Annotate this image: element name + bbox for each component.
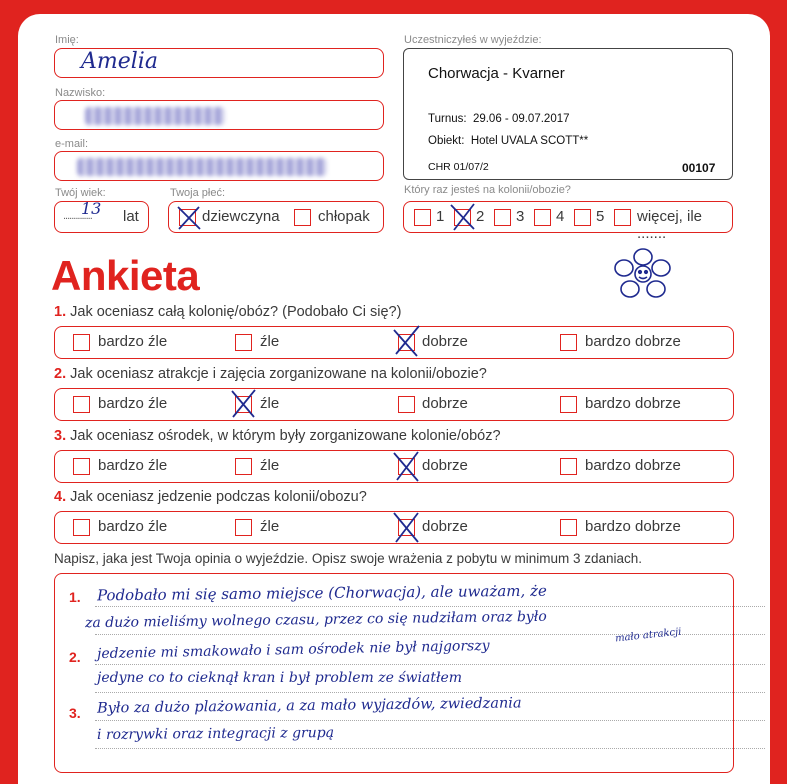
gender-option-dziewczyna: dziewczyna [202, 208, 280, 225]
opinion-box[interactable] [54, 573, 734, 773]
question-text: Jak oceniasz jedzenie podczas kolonii/obozu? [70, 489, 367, 505]
writing-line [95, 606, 765, 607]
email-label: e-mail: [55, 138, 89, 150]
age-unit: lat [123, 208, 139, 225]
which-time-option-1: 1 [436, 208, 445, 225]
question-text: Jak oceniasz atrakcje i zajęcia zorganizowane na kolonii/obozie? [70, 366, 487, 382]
checkmark-x-icon [228, 387, 258, 419]
opinion-number-2: 2. [69, 649, 81, 665]
option-zle: źle [260, 395, 280, 412]
trip-code: CHR 01/07/2 [428, 161, 489, 173]
surname-label: Nazwisko: [55, 87, 106, 99]
question-text: Jak oceniasz całą kolonię/obóz? (Podobało Ci się?) [70, 304, 402, 320]
checkbox-bardzo-dobrze[interactable] [560, 334, 577, 351]
opinion-number-3: 3. [69, 705, 81, 721]
writing-line [95, 664, 765, 665]
option-bardzo-zle: bardzo źle [98, 333, 168, 350]
checkmark-x-icon [175, 204, 203, 232]
checkbox-bardzo-zle[interactable] [73, 519, 90, 536]
option-bardzo-dobrze: bardzo dobrze [585, 395, 681, 412]
gender-option-chlopak: chłopak [318, 208, 370, 225]
survey-sheet [18, 14, 770, 784]
trip-obiekt: Obiekt: Hotel UVALA SCOTT** [428, 135, 589, 147]
option-zle: źle [260, 457, 280, 474]
option-dobrze: dobrze [422, 333, 468, 350]
email-field[interactable] [54, 151, 384, 181]
which-time-checkbox-5[interactable] [574, 209, 591, 226]
surname-redacted [85, 107, 225, 125]
age-value: 13 [81, 199, 102, 218]
which-time-checkbox-more[interactable] [614, 209, 631, 226]
opinion-line-4: jedyne co to cieknął kran i był problem ze światłem [97, 670, 463, 686]
writing-line [95, 748, 765, 749]
option-bardzo-dobrze: bardzo dobrze [585, 518, 681, 535]
which-time-option-3: 3 [516, 208, 525, 225]
which-time-checkbox-3[interactable] [494, 209, 511, 226]
which-time-checkbox-1[interactable] [414, 209, 431, 226]
email-redacted [77, 158, 327, 176]
question-number: 3. [54, 428, 67, 444]
which-time-option-4: 4 [556, 208, 565, 225]
checkmark-x-icon [391, 510, 421, 544]
surname-field[interactable] [54, 100, 384, 130]
question-text: Jak oceniasz ośrodek, w którym były zorganizowane kolonie/obóz? [70, 428, 501, 444]
writing-line [95, 720, 765, 721]
opinion-line-1: Podobało mi się samo miejsce (Chorwacja), ale uważam, że [96, 581, 547, 605]
trip-label: Uczestniczyłeś w wyjeździe: [404, 34, 542, 46]
option-dobrze: dobrze [422, 518, 468, 535]
trip-turnus: Turnus: 29.06 - 09.07.2017 [428, 113, 570, 125]
name-field[interactable] [54, 48, 384, 78]
name-value: Amelia [81, 49, 158, 74]
opinion-line-2: za dużo mieliśmy wolnego czasu, przez co się nudziłam oraz było [84, 608, 547, 632]
survey-title: Ankieta [51, 252, 200, 299]
trip-number: 00107 [682, 161, 716, 175]
writing-line [95, 692, 765, 693]
question-number: 4. [54, 489, 67, 505]
checkbox-bardzo-dobrze[interactable] [560, 519, 577, 536]
question-number: 1. [54, 304, 67, 320]
name-label: Imię: [55, 34, 79, 46]
opinion-line-6: i rozrywki oraz integracji z grupą [96, 724, 335, 744]
checkbox-zle[interactable] [235, 334, 252, 351]
which-time-option-2: 2 [476, 208, 485, 225]
option-bardzo-dobrze: bardzo dobrze [585, 457, 681, 474]
age-field[interactable] [54, 201, 149, 233]
opinion-line-3: jedzenie mi smakowało i sam ośrodek nie był najgorszy [96, 637, 490, 663]
which-time-option-more: więcej, ile ....... [637, 208, 703, 242]
which-time-label: Który raz jesteś na kolonii/obozie? [404, 184, 571, 196]
opinion-number-1: 1. [69, 589, 81, 605]
age-label: Twój wiek: [55, 187, 106, 199]
option-dobrze: dobrze [422, 457, 468, 474]
checkbox-zle[interactable] [235, 519, 252, 536]
question-number: 2. [54, 366, 67, 382]
which-time-field [403, 201, 733, 242]
checkbox-bardzo-dobrze[interactable] [560, 396, 577, 413]
answer-row [54, 326, 734, 359]
checkbox-bardzo-zle[interactable] [73, 396, 90, 413]
option-bardzo-zle: bardzo źle [98, 395, 168, 412]
opinion-prompt: Napisz, jaka jest Twoja opinia o wyjeździe. Opisz swoje wrażenia z pobytu w minimum 3 zdaniach. [54, 551, 643, 566]
gender-label: Twoja płeć: [170, 187, 226, 199]
answer-row [54, 388, 734, 421]
which-time-option-5: 5 [596, 208, 605, 225]
answer-row [54, 450, 734, 483]
option-bardzo-zle: bardzo źle [98, 518, 168, 535]
option-bardzo-zle: bardzo źle [98, 457, 168, 474]
checkbox-zle[interactable] [235, 458, 252, 475]
trip-destination: Chorwacja - Kvarner [428, 65, 565, 82]
checkbox-bardzo-zle[interactable] [73, 334, 90, 351]
flower-doodle-icon [608, 246, 678, 304]
opinion-line-5: Było za dużo plażowania, a za mało wyjazdów, zwiedzania [96, 695, 522, 717]
checkbox-bardzo-dobrze[interactable] [560, 458, 577, 475]
checkmark-x-icon [391, 324, 421, 358]
option-bardzo-dobrze: bardzo dobrze [585, 333, 681, 350]
trip-box [403, 48, 733, 180]
option-zle: źle [260, 518, 280, 535]
checkbox-dobrze[interactable] [398, 396, 415, 413]
checkmark-x-icon [391, 449, 421, 483]
option-zle: źle [260, 333, 280, 350]
answer-row [54, 511, 734, 544]
option-dobrze: dobrze [422, 395, 468, 412]
checkmark-x-icon [448, 202, 478, 232]
gender-checkbox-chlopak[interactable] [294, 209, 311, 226]
which-time-checkbox-4[interactable] [534, 209, 551, 226]
gender-field [168, 201, 384, 233]
checkbox-bardzo-zle[interactable] [73, 458, 90, 475]
opinion-annotation: mało atrakcji [614, 626, 682, 645]
age-dots: .............. [63, 210, 92, 222]
